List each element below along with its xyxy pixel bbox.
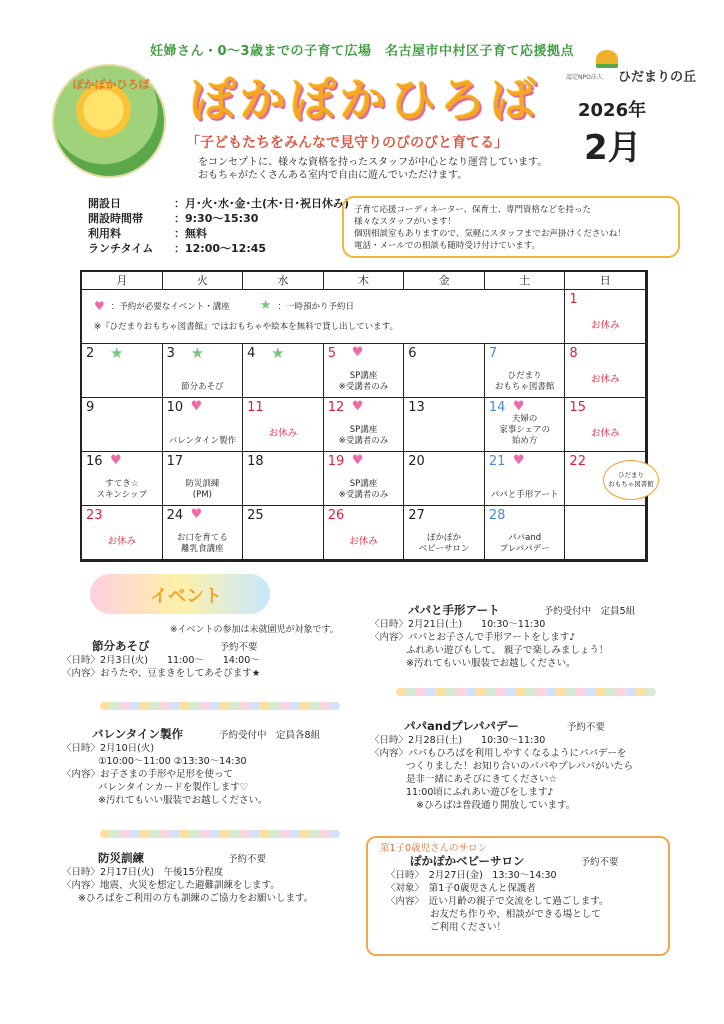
day-number: 11 <box>247 400 264 415</box>
day-number: 28 <box>488 508 506 523</box>
day-event-text: SP講座 ※受講者のみ <box>338 479 389 500</box>
calendar-day-cell <box>163 506 244 560</box>
heart-icon: ♥ <box>190 507 203 522</box>
day-number: 10 <box>166 400 184 415</box>
info-value: ：月･火･水･金･土(木･日･祝日休み) <box>174 197 350 210</box>
star-icon: ★ <box>110 344 124 362</box>
day-event-text: バレンタイン製作 <box>168 436 236 446</box>
calendar-day-cell <box>565 452 654 506</box>
star-icon: ★ <box>190 344 205 362</box>
weekday-header: 木 <box>324 272 405 290</box>
calendar-day-cell <box>163 452 244 506</box>
day-number: 7 <box>488 346 498 361</box>
notice-line: 電話・メールでの相談も随時受け付けています。 <box>354 241 541 251</box>
event-content: お友だち作りや、相談ができる場として <box>430 909 601 920</box>
day-number: 15 <box>569 400 586 415</box>
event-content: ※汚れてもいい服装でお越しください。 <box>406 658 576 669</box>
calendar-day-cell <box>243 398 324 452</box>
event-content: ご利用ください！ <box>430 922 507 933</box>
day-number: 6 <box>408 346 417 361</box>
event-content: 〈内容〉お子さまの手形や足形を使って <box>62 769 234 780</box>
event-target: 〈対象〉 第1子0歳児さんと保護者 <box>386 883 536 894</box>
calendar-day-cell <box>404 398 485 452</box>
day-number: 23 <box>86 508 103 523</box>
calendar <box>80 270 654 562</box>
year: 2026年 <box>578 100 647 121</box>
org-type: 認定NPO法人 <box>566 74 603 81</box>
day-event-text: 防災訓練 (PM) <box>185 479 220 500</box>
calendar-day-cell <box>82 506 163 560</box>
day-number: 26 <box>327 508 345 523</box>
month: 2月 <box>584 128 642 168</box>
calendar-day-cell <box>565 398 646 452</box>
legend-heart-text: ：予約が必要なイベント・講座 <box>110 301 230 312</box>
day-number: 22 <box>569 454 586 469</box>
day-event-text: お休み <box>590 374 620 385</box>
calendar-day-cell <box>565 344 646 398</box>
event-date: 〈日時〉2月10日(火) <box>62 743 155 754</box>
day-event-text: すてき☆ スキンシップ <box>96 479 148 500</box>
day-number: 27 <box>408 508 425 523</box>
day-event-text: お休み <box>590 320 620 331</box>
heart-icon: ♥ <box>512 399 525 414</box>
divider-decoration <box>100 830 340 838</box>
info-row <box>88 211 349 226</box>
calendar-day-cell <box>82 452 163 506</box>
day-event-text: パパand プレパパデー <box>499 533 550 554</box>
calendar-day-cell <box>485 506 566 560</box>
event-content: 是非一緒にあそびにきてください☆ <box>406 774 558 785</box>
day-event-text: 節分あそび <box>181 382 224 392</box>
calendar-day-cell <box>163 398 244 452</box>
day-number: 4 <box>247 346 256 361</box>
event-bousai <box>62 852 362 905</box>
event-content: ※ひろばをご利用の方も訓練のご協力をお願いします。 <box>78 893 314 904</box>
weekday-header: 火 <box>163 272 244 290</box>
calendar-day-cell <box>324 398 405 452</box>
event-title: 節分あそび <box>92 639 150 653</box>
event-title: パパと手形アート <box>408 603 500 617</box>
notice-line: 個別相談室もありますので、気軽にスタッフまでお声掛けくださいね！ <box>354 229 626 239</box>
event-title: バレンタイン製作 <box>92 727 184 741</box>
calendar-day-cell <box>243 344 324 398</box>
day-event-text: 夫婦の 家事シェアの 始め方 <box>499 414 551 446</box>
day-number: 13 <box>408 400 425 415</box>
calendar-day-cell <box>404 506 485 560</box>
org-name: ひだまりの丘 <box>618 70 697 85</box>
info-row <box>88 241 349 256</box>
event-salon <box>380 842 666 934</box>
day-event-text: ぽかぽか ベビーサロン <box>418 533 470 554</box>
event-date: 〈日時〉2月21日(土) 10:30〜11:30 <box>370 619 546 630</box>
event-tag: 予約不要 <box>219 642 258 653</box>
library-speech-bubble: ひだまり おもちゃ図書館 <box>603 460 659 500</box>
event-content: ふれあい遊びもして、 親子で楽しみましょう！ <box>406 645 609 656</box>
weekday-header: 日 <box>565 272 646 290</box>
event-tag: 予約不要 <box>580 857 619 868</box>
staff-notice-box <box>342 196 680 258</box>
info-value: ：12:00〜12:45 <box>174 242 267 255</box>
notice-line: 子育て応援コーディネーター、保育士、専門資格などを持った <box>354 205 591 215</box>
event-tag: 予約受付中 定員各8組 <box>219 730 321 741</box>
legend-star-text: ：一時預かり予約日 <box>277 301 354 312</box>
day-event-text: お休み <box>349 536 378 547</box>
day-event-text: お休み <box>268 428 298 439</box>
opening-info <box>88 196 349 256</box>
info-label: 開設日 <box>88 197 121 210</box>
heart-icon: ♥ <box>351 345 364 360</box>
event-note: ※イベントの参加は未就園児が対象です。 <box>170 625 339 635</box>
day-event-text: お口を育てる 離乳食講座 <box>176 533 228 554</box>
day-number: 21 <box>488 454 506 469</box>
heart-icon: ♥ <box>351 453 364 468</box>
day-number: 12 <box>327 400 345 415</box>
day-number: 19 <box>327 454 345 469</box>
event-title: 防災訓練 <box>98 851 144 865</box>
calendar-day-cell <box>163 344 244 398</box>
info-label: ランチタイム <box>88 242 154 255</box>
calendar-day-cell <box>324 344 405 398</box>
page-title: ぽかぽかひろば <box>190 73 540 127</box>
notice-line: 様々なスタッフがいます！ <box>354 217 457 227</box>
event-content: つくりました！お知り合いのパパやプレパパがいたら <box>406 761 633 772</box>
day-number: 3 <box>166 346 175 361</box>
event-valentine <box>62 728 362 807</box>
header-tagline: 妊婦さん・0〜3歳までの子育て広場 名古屋市中村区子育て応援拠点 <box>149 44 575 59</box>
day-number: 5 <box>327 346 336 361</box>
day-number: 8 <box>569 346 578 361</box>
day-number: 20 <box>408 454 425 469</box>
day-event-text: お休み <box>590 428 620 439</box>
calendar-day-cell <box>404 452 485 506</box>
event-tegata <box>370 604 690 670</box>
day-number: 1 <box>569 292 578 307</box>
info-value: ：9:30〜15:30 <box>174 212 259 225</box>
event-date: ①10:00〜11:00 ②13:30〜14:30 <box>98 756 247 767</box>
calendar-day-cell <box>324 452 405 506</box>
day-event-text: SP講座 ※受講者のみ <box>338 425 389 446</box>
event-content: 〈内容〉地震、火災を想定した避難訓練をします。 <box>62 880 280 891</box>
event-tag: 予約不要 <box>228 854 267 865</box>
day-event-text: お休み <box>107 536 137 547</box>
day-number: 16 <box>86 454 103 469</box>
calendar-day-cell <box>324 506 405 560</box>
weekday-header: 月 <box>82 272 163 290</box>
day-number: 9 <box>86 400 95 415</box>
day-number: 25 <box>247 508 264 523</box>
event-title: ぽかぽかベビーサロン <box>410 854 525 868</box>
salon-subtitle: 第1子0歳児さんのサロン <box>380 843 488 854</box>
event-content: バレンタインカードを製作します♡ <box>98 782 249 793</box>
legend-note: ※『ひだまりおもちゃ図書館』ではおもちゃや絵本を無料で貸し出しています。 <box>94 322 398 332</box>
calendar-day-cell <box>485 398 566 452</box>
day-number: 17 <box>166 454 184 469</box>
calendar-day-cell <box>82 398 163 452</box>
concept-desc-line: おもちゃがたくさんある室内で自由に遊んでいただけます。 <box>198 170 468 181</box>
day-event-text: ひだまり おもちゃ図書館 <box>494 371 555 392</box>
info-value: ：無料 <box>174 227 207 240</box>
event-content: 〈内容〉おうたや、豆まきをしてあそびます★ <box>62 668 261 679</box>
calendar-day-cell <box>243 506 324 560</box>
sun-logo-icon <box>596 50 618 68</box>
heart-icon: ♥ <box>190 399 203 414</box>
event-date: 〈日時〉2月3日(火) 11:00〜 14:00〜 <box>62 655 260 666</box>
heart-icon: ♥ <box>110 453 122 468</box>
divider-decoration <box>396 688 656 696</box>
calendar-legend <box>82 290 565 344</box>
calendar-day-cell <box>243 452 324 506</box>
heart-icon: ♥ <box>94 298 105 313</box>
day-number: 18 <box>247 454 264 469</box>
calendar-day-cell <box>485 344 566 398</box>
event-banner-title: イベント <box>150 586 222 607</box>
day-event-text: SP講座 ※受講者のみ <box>338 371 389 392</box>
calendar-day-cell <box>82 344 163 398</box>
event-title: パパandプレパパデー <box>404 719 519 733</box>
concept-desc-line: をコンセプトに、様々な資格を持ったスタッフが中心となり運営しています。 <box>198 157 548 168</box>
weekday-header: 水 <box>243 272 324 290</box>
star-icon: ★ <box>271 344 285 362</box>
divider-decoration <box>100 702 340 710</box>
event-papaday <box>370 720 690 812</box>
logo-circle-text: ぽかぽかひろば <box>72 78 150 91</box>
event-date: 〈日時〉2月17日(火) 午後15分程度 <box>62 867 224 878</box>
event-content: 11:00頃にふれあい遊びをします♪ <box>406 787 554 798</box>
day-number: 2 <box>86 346 95 361</box>
event-content: ※ひろばは普段通り開放しています。 <box>416 800 576 811</box>
calendar-day-cell <box>485 452 566 506</box>
event-content: 〈内容〉パパもひろばを利用しやすくなるようにパパデーを <box>370 748 627 759</box>
info-row <box>88 226 349 241</box>
event-date: 〈日時〉2月28日(土) 10:30〜11:30 <box>370 735 546 746</box>
calendar-day-cell <box>565 290 646 344</box>
day-number: 24 <box>166 508 184 523</box>
heart-icon: ♥ <box>351 399 364 414</box>
day-event-text: パパと手形アート <box>490 490 559 500</box>
day-number: 14 <box>488 400 506 415</box>
calendar-day-cell <box>404 344 485 398</box>
event-date: 〈日時〉 2月27日(金) 13:30〜14:30 <box>386 870 557 881</box>
calendar-empty-cell <box>565 506 646 560</box>
info-label: 開設時間帯 <box>88 212 143 225</box>
event-tag: 予約受付中 定員5組 <box>543 606 636 617</box>
event-content: 〈内容〉 近い月齢の親子で交流をして過ごします。 <box>386 896 609 907</box>
event-setsubun <box>62 640 352 680</box>
weekday-header: 金 <box>404 272 485 290</box>
concept-slogan: 「子どもたちをみんなで見守りのびのびと育てる」 <box>186 135 508 151</box>
info-label: 利用料 <box>88 227 121 240</box>
event-content: ※汚れてもいい服装でお越しください。 <box>98 795 268 806</box>
star-icon: ★ <box>259 298 272 313</box>
event-tag: 予約不要 <box>566 722 605 733</box>
heart-icon: ♥ <box>512 453 525 468</box>
info-row <box>88 196 349 211</box>
weekday-header: 土 <box>485 272 566 290</box>
event-content: 〈内容〉パパとお子さんで手形アートをします♪ <box>370 632 576 643</box>
concept-description <box>198 156 578 182</box>
